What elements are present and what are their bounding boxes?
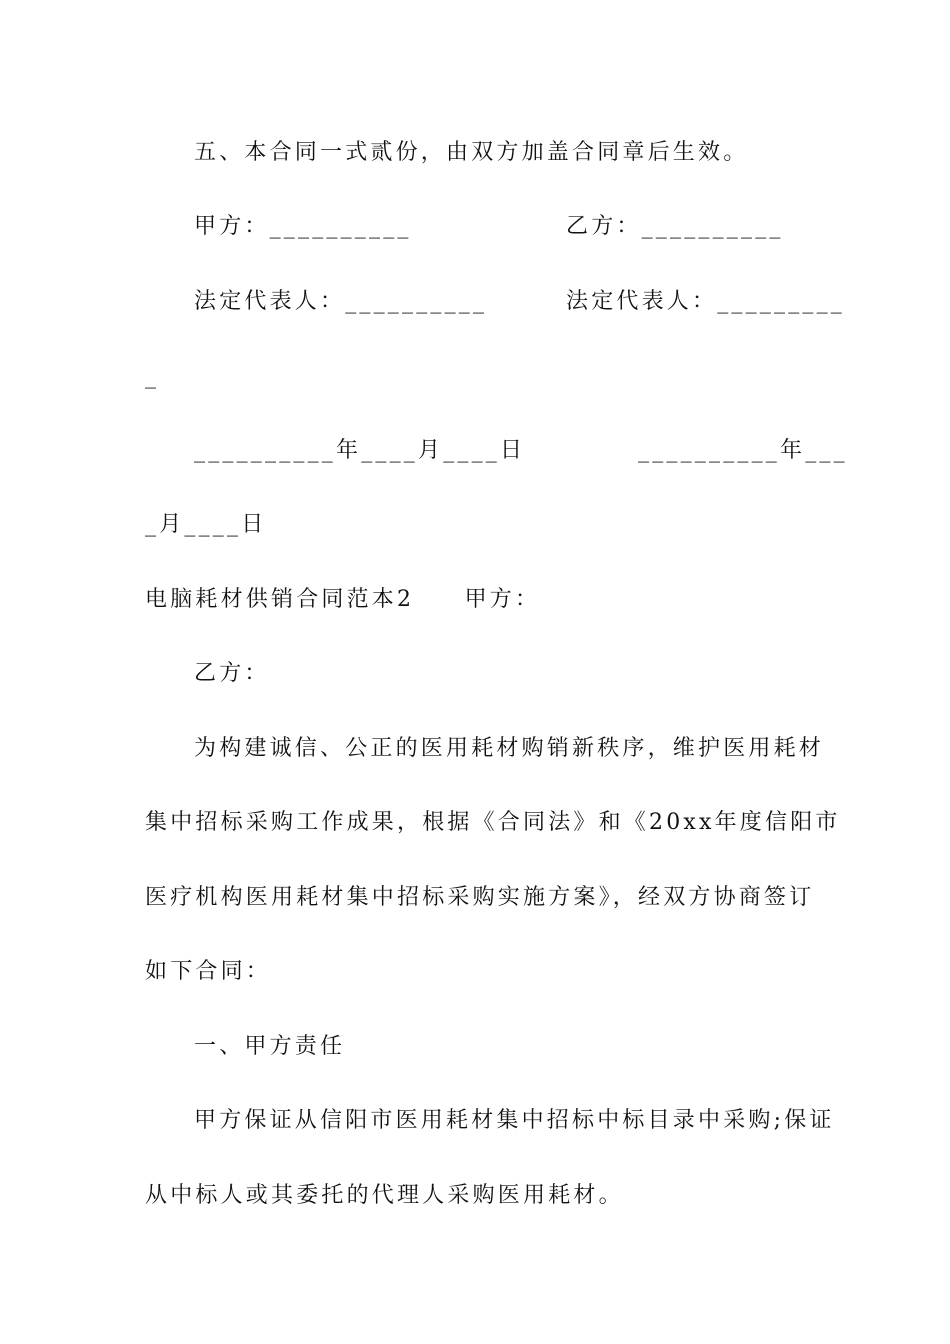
section-1-heading: 一、甲方责任 bbox=[194, 1034, 346, 1059]
intro-line-2: 集中招标采购工作成果，根据《合同法》和《20xx年度信阳市 bbox=[145, 810, 841, 835]
party-a-representative: 法定代表人：__________ bbox=[194, 289, 488, 314]
party-b-representative-wrap: _ bbox=[145, 364, 160, 389]
clause-5: 五、本合同一式贰份，由双方加盖合同章后生效。 bbox=[194, 140, 749, 165]
party-b-date-wrap: _月____日 bbox=[145, 512, 267, 537]
party-b-signature: 乙方：__________ bbox=[566, 214, 784, 239]
section-1-line-1: 甲方保证从信阳市医用耗材集中招标中标目录中采购;保证 bbox=[194, 1108, 835, 1133]
intro-line-3: 医疗机构医用耗材集中招标采购实施方案》，经双方协商签订 bbox=[145, 885, 815, 910]
party-a-date: __________年____月____日 bbox=[194, 438, 526, 463]
section-1-line-2: 从中标人或其委托的代理人采购医用耗材。 bbox=[145, 1183, 624, 1208]
second-contract-party-b: 乙方： bbox=[194, 661, 270, 686]
party-b-date: __________年___ bbox=[638, 438, 848, 463]
party-a-signature: 甲方：__________ bbox=[194, 214, 412, 239]
second-contract-title: 电脑耗材供销合同范本2 甲方： bbox=[145, 587, 541, 612]
intro-line-4: 如下合同： bbox=[145, 959, 272, 984]
party-b-representative: 法定代表人：_________ bbox=[566, 289, 846, 314]
intro-line-1: 为构建诚信、公正的医用耗材购销新秩序，维护医用耗材 bbox=[194, 736, 825, 761]
